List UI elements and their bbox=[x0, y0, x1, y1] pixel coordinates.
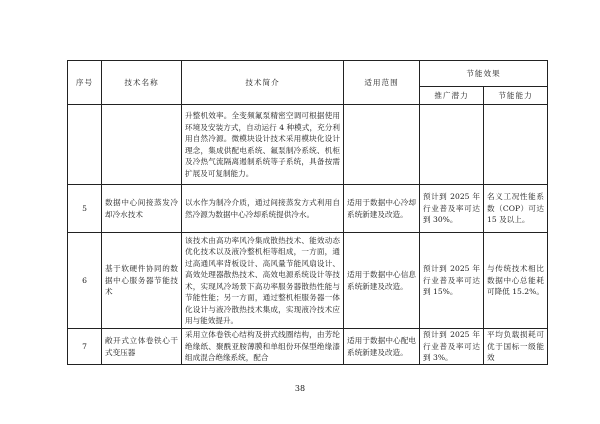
row-potential: 预计到 2025 年行业普及率可达到 3%。 bbox=[420, 329, 484, 365]
row-potential bbox=[420, 105, 484, 185]
energy-saving-tech-table bbox=[67, 60, 548, 365]
row-seq: 7 bbox=[68, 329, 102, 365]
page-number: 38 bbox=[294, 384, 306, 393]
row-tech-intro: 该技术由高功率风冷集成散热技术、能效动态优化技术以及液冷整机柜等组成，一方面，通过高通风率背板设计、高风量节能风扇设计、高效处理器散热技术、高效电源系统设计等技术，实现风冷场景下高功率服务器散热性能与节能性能；另一方面，通过整机柜服务器一体化设计与液冷散热技术集成，实现液冷技术应用与能效提升。 bbox=[182, 233, 344, 329]
row-potential: 预计到 2025 年行业普及率可达到 30%。 bbox=[420, 185, 484, 233]
header-tech-name: 技术名称 bbox=[102, 61, 182, 105]
row-tech-name bbox=[102, 105, 182, 185]
row-seq: 5 bbox=[68, 185, 102, 233]
header-scope: 适用范围 bbox=[344, 61, 420, 105]
header-saving-capacity: 节能能力 bbox=[484, 87, 548, 105]
row-tech-intro: 采用立体卷铁心结构及拼式线圈结构，由芳纶绝缘纸、聚酰亚胺薄膜和单组份环保型绝缘漆组成混合绝缘系统，配合 bbox=[182, 329, 344, 365]
row-tech-name: 敞开式立体卷铁心干式变压器 bbox=[102, 329, 182, 365]
row-capacity bbox=[484, 105, 548, 185]
row-capacity: 名义工况性能系数（COP）可达 15 及以上。 bbox=[484, 185, 548, 233]
row-scope: 适用于数据中心配电系统新建及改造。 bbox=[344, 329, 420, 365]
table-row bbox=[68, 105, 548, 185]
row-scope bbox=[344, 105, 420, 185]
header-seq: 序号 bbox=[68, 61, 102, 105]
row-tech-intro: 升整机效率。全变频氟泵精密空调可根据使用环境及安装方式，自动运行 4 种模式，充分利用自然冷源。微模块设计技术采用模块化设计理念，集成供配电系统、氟泵制冷系统、机柜及冷热气流隔离遏制系统等子系统，具备按需扩展及可复制能力。 bbox=[182, 105, 344, 185]
row-capacity: 与传统技术相比数据中心总能耗可降低 15.2%。 bbox=[484, 233, 548, 329]
row-potential: 预计到 2025 年行业普及率可达到 15%。 bbox=[420, 233, 484, 329]
row-seq bbox=[68, 105, 102, 185]
header-effect-group: 节能效果 bbox=[420, 61, 548, 87]
row-tech-name: 基于软硬件协同的数据中心服务器节能技术 bbox=[102, 233, 182, 329]
row-seq: 6 bbox=[68, 233, 102, 329]
table-row bbox=[68, 185, 548, 233]
row-tech-name: 数据中心间接蒸发冷却冷水技术 bbox=[102, 185, 182, 233]
table-row bbox=[68, 329, 548, 365]
row-capacity: 平均负载损耗可优于国标一级能效 bbox=[484, 329, 548, 365]
row-scope: 适用于数据中心信息系统新建及改造。 bbox=[344, 233, 420, 329]
table-row bbox=[68, 233, 548, 329]
row-tech-intro: 以水作为制冷介质，通过间接蒸发方式利用自然冷源为数据中心冷却系统提供冷水。 bbox=[182, 185, 344, 233]
header-promo-potential: 推广潜力 bbox=[420, 87, 484, 105]
header-tech-intro: 技术简介 bbox=[182, 61, 344, 105]
row-scope: 适用于数据中心冷却系统新建及改造。 bbox=[344, 185, 420, 233]
